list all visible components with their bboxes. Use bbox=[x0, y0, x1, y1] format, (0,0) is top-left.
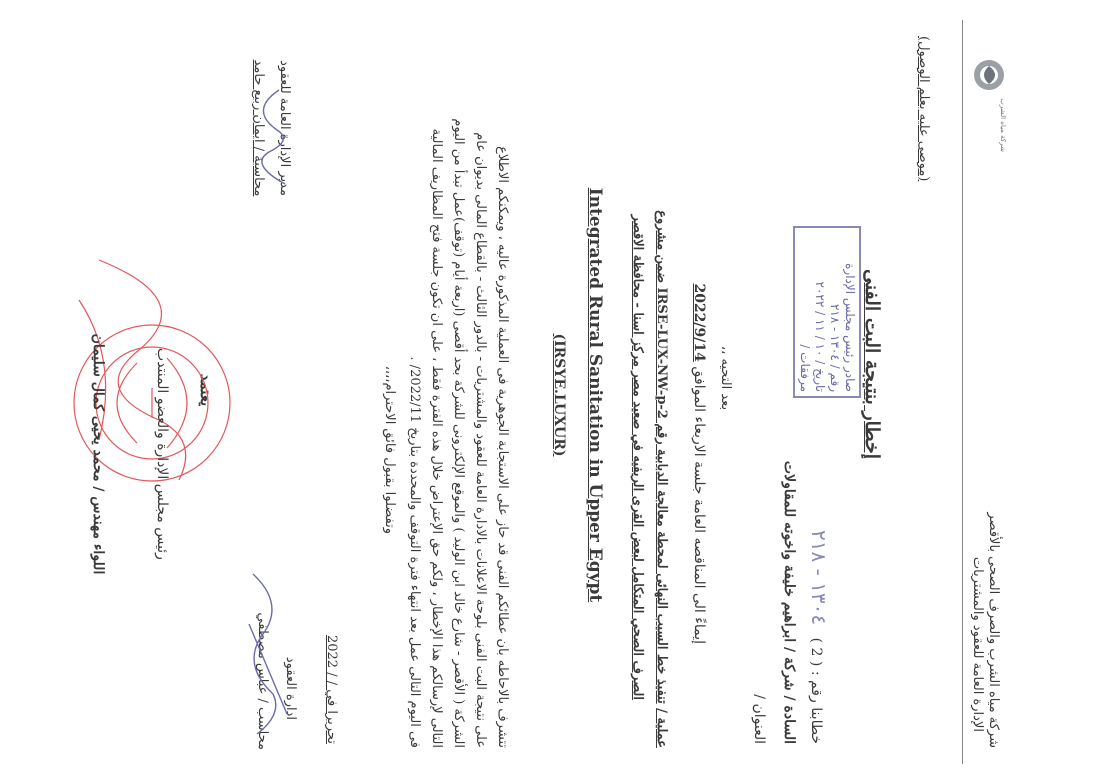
tender-intro: إيماءً الى المناقصه العامة جلسة الاربعاء الموافق bbox=[691, 366, 707, 644]
accountant-name: محاسب / عباس مصطفي bbox=[255, 612, 270, 750]
accountant-signature-icon bbox=[241, 564, 293, 764]
project-name-english: Integrated Rural Sanitation in Upper Egypt bbox=[585, 187, 605, 603]
delivery-note: (موصى عليه بعلم الوصول) bbox=[916, 36, 931, 182]
subject-text-line2: الصرف الصحي المتكامل لبعض القرى الريفيه في صعيد مصر مركز اسنا - محافظة الاقصر bbox=[630, 214, 645, 700]
chairman-block bbox=[89, 244, 171, 664]
ga-director-signature-icon bbox=[243, 80, 299, 200]
written-on-date: تحريرا في / / 2022 bbox=[324, 634, 339, 744]
body-line: فى اليوم التالى عمل بعد انتهاء فترة التوقف والمحددة بتاريخ 2022/11/ . bbox=[407, 356, 422, 748]
logo-caption: شركة مياه الشرب bbox=[999, 98, 1007, 152]
reference-number-handwritten: ١٣٠٤ - ٢١٨ bbox=[807, 530, 831, 626]
stamp-line-date: تاريخ / ١٠ / ١١ / ٢٠٢٢ bbox=[813, 281, 827, 392]
closing-line: وتفضلوا بقبول فائق الاحترام،،،، bbox=[382, 365, 397, 534]
stamp-line-attachments: مرفقات / bbox=[798, 344, 812, 392]
reference-row bbox=[807, 344, 831, 744]
department-name: الإدارة العامة للعقود والمشتريات bbox=[970, 556, 985, 732]
tender-reference bbox=[691, 84, 707, 644]
subject-block bbox=[625, 36, 673, 748]
stamp-line-number: رقم / ١٣٠٤ - ٢١٨ bbox=[828, 303, 842, 392]
ga-director-label: مدير الإدارة العامة للعقود bbox=[277, 60, 292, 196]
stamp-line-issuer: صادر رئيس مجلس الإدارة bbox=[843, 263, 857, 392]
contracts-admin-label: ادارة العقود bbox=[283, 656, 298, 720]
endorsed-label: يعتمد bbox=[197, 373, 215, 407]
chairman-name: اللواء مهندس / محمد يحيى كمال سليمان bbox=[90, 333, 106, 575]
subject-label: عملية / bbox=[654, 708, 669, 748]
recipient-address: العنوان / bbox=[751, 694, 767, 744]
letter-title: إخطار بنتيجة البت الفنى bbox=[861, 268, 883, 460]
tender-date: 2022/9/14 bbox=[691, 283, 707, 362]
company-name: شركة مياه الشرب والصرف الصحى بالأقصر bbox=[986, 512, 1001, 748]
logo-emblem-icon bbox=[967, 54, 1007, 96]
body-paragraph bbox=[403, 36, 513, 748]
reference-label: خطابنا رقم : ( 2 ) bbox=[808, 637, 824, 744]
body-line: التالى لإرسالكم هذا الإخطار ، ولكم حق الإعتراض خلال هذه الفترة فقط ، على ان تكون جلسة فتح المظاريف المالية bbox=[429, 128, 444, 748]
chairman-title: رئيس مجلس الإدارة والعضو المنتدب bbox=[154, 348, 170, 560]
company-header bbox=[969, 388, 1001, 748]
subject-text: تنفيذ خط السيب النهائى لمحطة معالجة الدبابية رقم IRSE-LUX-NW-p-2 ضمن مشروع bbox=[654, 210, 669, 704]
header-rule bbox=[962, 20, 963, 764]
body-line: تتشرف بالاحاطه بان عطائكم الفنى قد حاز على الاستجابة الجوهرية فى العملية المذكورة عاليه ، ويمكنكم الاطلاع bbox=[495, 146, 510, 748]
recipient: السادة / شركة / ابراهيم خليفة واخوته للمقاولات bbox=[781, 460, 797, 744]
ga-director-name: محاسبة / ايمان ربيع حامد bbox=[251, 59, 266, 197]
project-code: (IRSYE.LUXUR) bbox=[551, 333, 567, 457]
company-logo bbox=[967, 54, 1007, 96]
body-line: على نتيجة البت الفنى بلوحة الاعلانات بالادارة العامة للعقود والمشتريات - بالدور الثالث - بالقطاع المالى بديوان عام bbox=[473, 132, 488, 748]
body-line: الشركة ( الأقصر - شارع خالد ابن الوليد ) والموقع الإلكترونى للشركة بحد أقصى (اربعة أيام (توقف)عمل تبدأ من اليوم bbox=[451, 118, 466, 748]
greeting: بعد التحيه ،، bbox=[718, 345, 733, 411]
